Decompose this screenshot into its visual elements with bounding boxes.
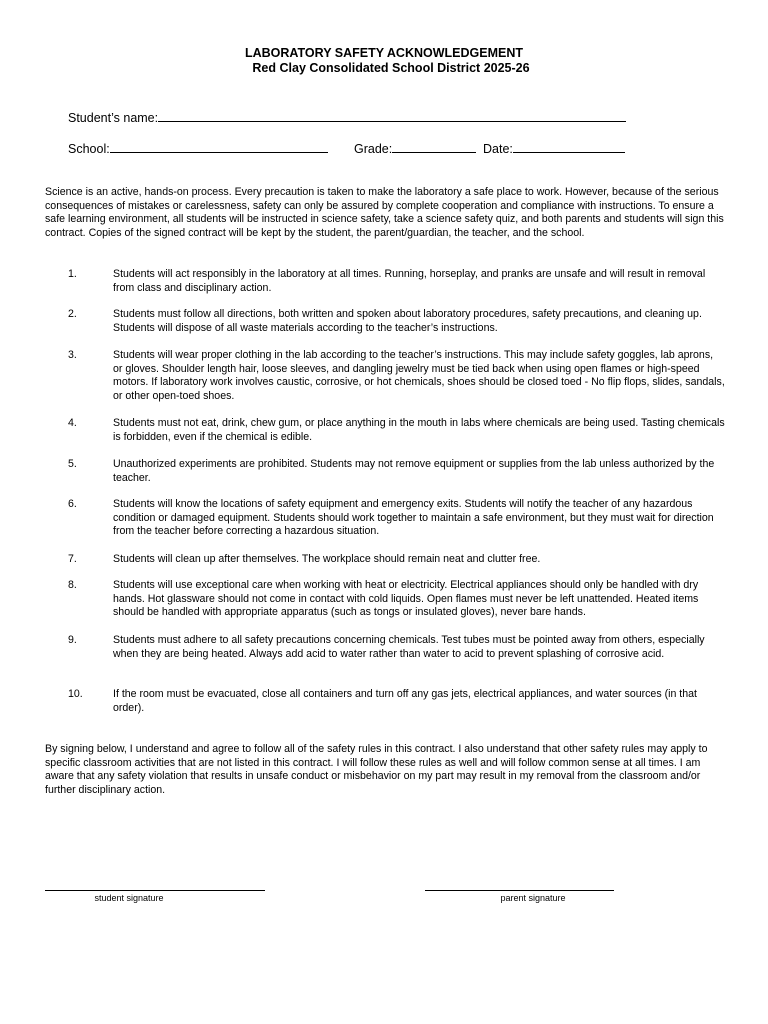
closing-paragraph: By signing below, I understand and agree to follow all of the safety rules in this contract. I also understand that other safety rules may apply to specific classroom activities that are not listed in this contract. I will follow these rules as well and will follow common sense at all times. I am aware that any safety violation that results in unsafe conduct or misbehavior on my part may result in my removal from the classroom and/or further disciplinary action.	[45, 743, 708, 796]
student-signature-label: student signature	[94, 893, 164, 903]
document-subtitle: Red Clay Consolidated School District 2025-26	[252, 61, 530, 75]
date-row	[483, 141, 625, 156]
date-field[interactable]	[513, 141, 625, 153]
rule-text: Students must not eat, drink, chew gum, or place anything in the mouth in labs where chemicals are being used. Tasting chemicals is forbidden, even if the chemical is edible.	[113, 417, 725, 443]
parent-signature-line[interactable]	[425, 890, 614, 891]
rule-number: 3.	[68, 349, 77, 361]
rule-text: If the room must be evacuated, close all containers and turn off any gas jets, electrical appliances, and water sources (in that order).	[113, 688, 697, 714]
rule-text: Students must adhere to all safety precautions concerning chemicals. Test tubes must be pointed away from others, especially when they are being heated. Always add acid to water rather than water to acid to prevent splashing of corrosive acid.	[113, 634, 705, 660]
rule-number: 7.	[68, 553, 77, 565]
rule-text: Students must follow all directions, both written and spoken about laboratory procedures, safety precautions, and cleaning up. Students will dispose of all waste materials according to the teacher’s instructions.	[113, 308, 702, 334]
parent-signature-label: parent signature	[500, 893, 566, 903]
document-header	[0, 46, 768, 76]
rule-number: 4.	[68, 417, 77, 429]
rule-number: 5.	[68, 458, 77, 470]
grade-label: Grade:	[354, 142, 393, 156]
intro-paragraph: Science is an active, hands-on process. Every precaution is taken to make the laboratory a safe place to work. However, because of the serious consequences of mistakes or carelessness, safety can only be assured by complete cooperation and compliance with instructions. To ensure a safe learning environment, all students will be instructed in science safety, take a science safety quiz, and both parents and students will sign this contract. Copies of the signed contract will be kept by the student, the parent/guardian, the teacher, and the school.	[45, 186, 724, 239]
student-name-label: Student’s name:	[68, 111, 159, 125]
grade-row	[354, 141, 476, 156]
rule-number: 8.	[68, 579, 77, 591]
rule-text: Students will know the locations of safety equipment and emergency exits. Students will notify the teacher of any hazardous condition or damaged equipment. Students should work together to maintain a safe environment, but they must wait for direction from the teacher before correcting a hazardous situation.	[113, 498, 714, 538]
rule-number: 2.	[68, 308, 77, 320]
school-field[interactable]	[110, 141, 328, 153]
rule-number: 9.	[68, 634, 77, 646]
rule-text: Unauthorized experiments are prohibited. Students may not remove equipment or supplies from the lab unless authorized by the teacher.	[113, 458, 715, 484]
student-name-field[interactable]	[158, 110, 626, 122]
rule-text: Students will act responsibly in the laboratory at all times. Running, horseplay, and pranks are unsafe and will result in removal from class and disciplinary action.	[113, 268, 706, 294]
school-label: School:	[68, 142, 110, 156]
rule-text: Students will use exceptional care when working with heat or electricity. Electrical appliances should only be handled with dry hands. Hot glassware should not come in contact with cold liquids. Open flames must never be left unattended. Heated items should be handled with appropriate apparatus (such as tongs or insulated gloves), never bare hands.	[113, 579, 699, 619]
student-signature-line[interactable]	[45, 890, 265, 891]
rule-number: 1.	[68, 268, 77, 280]
rule-number: 6.	[68, 498, 77, 510]
rule-text: Students will wear proper clothing in the lab according to the teacher’s instructions. This may include safety goggles, lab aprons, or gloves. Shoulder length hair, loose sleeves, and dangling jewelry must be tied back when using open flames or high-speed motors. If laboratory work involves caustic, corrosive, or hot chemicals, shoes should be closed toed - No flip flops, slides, sandals, or other open-toed shoes.	[113, 349, 725, 402]
rule-text: Students will clean up after themselves. The workplace should remain neat and clutter free.	[113, 553, 541, 565]
grade-field[interactable]	[392, 141, 476, 153]
date-label: Date:	[483, 142, 513, 156]
rule-number: 10.	[68, 688, 83, 700]
document-title: LABORATORY SAFETY ACKNOWLEDGEMENT	[244, 46, 523, 60]
school-row	[68, 141, 328, 156]
student-name-row	[68, 110, 626, 125]
